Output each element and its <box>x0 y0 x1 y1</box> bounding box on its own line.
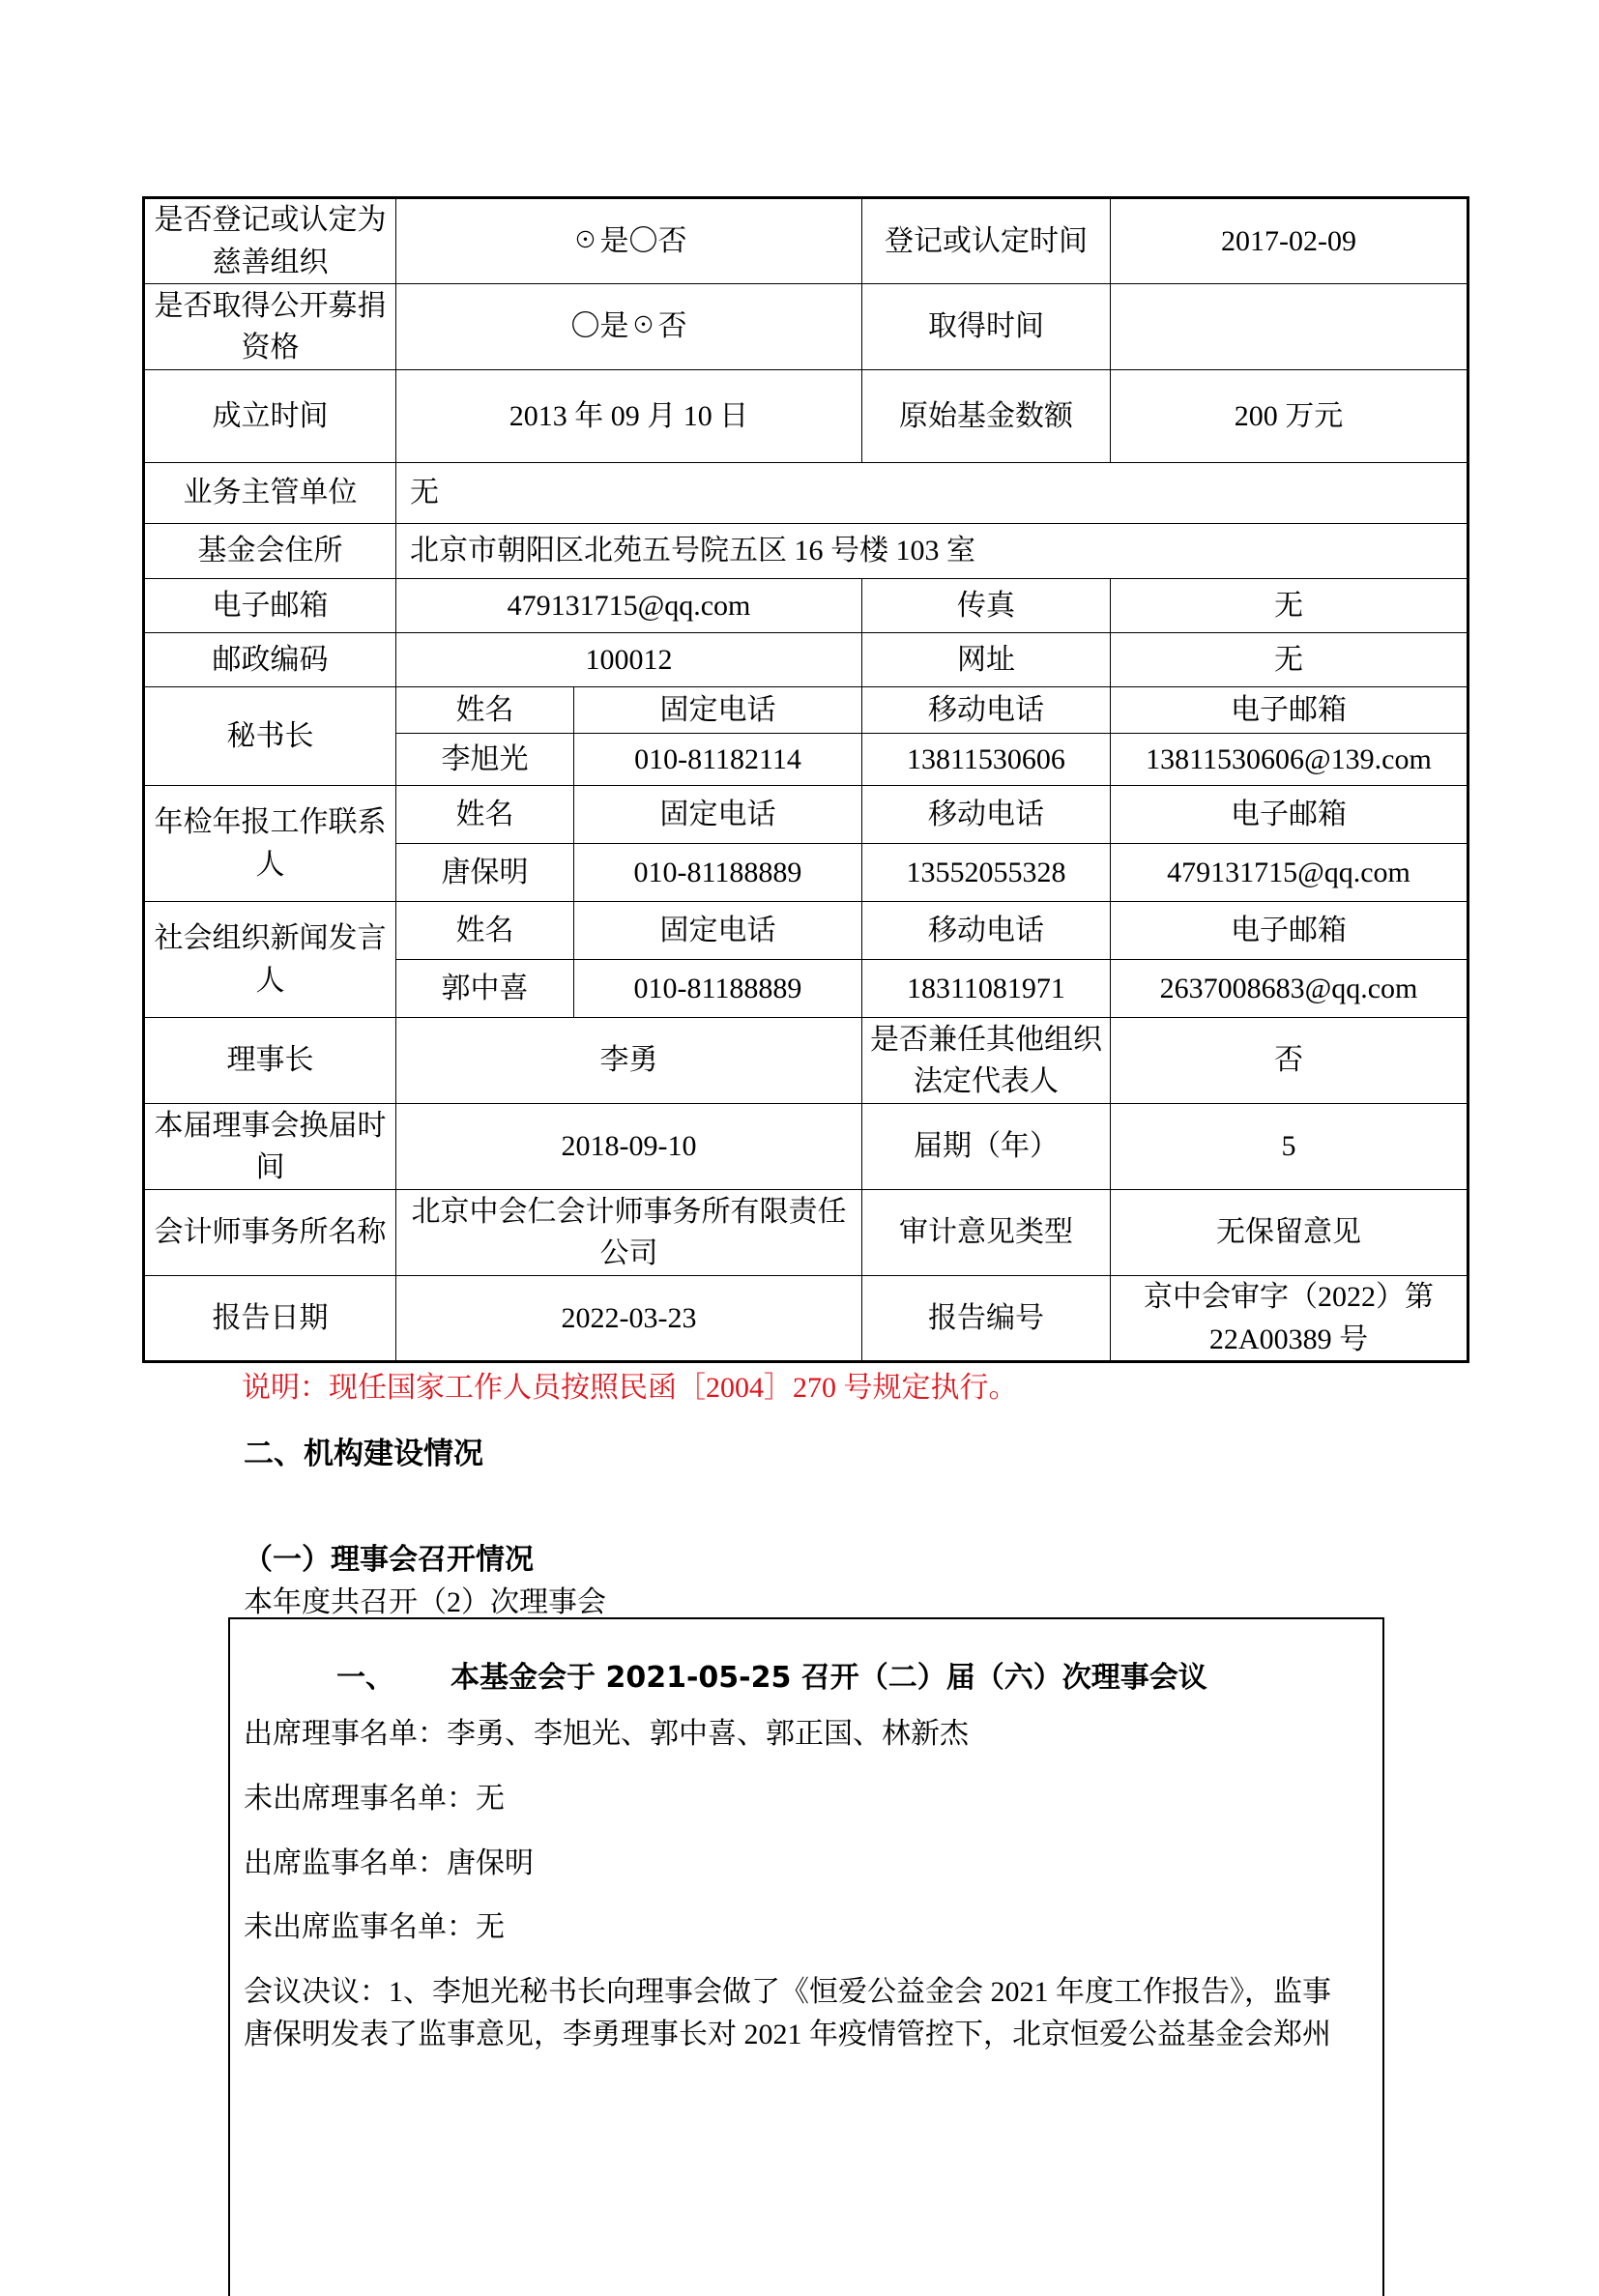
spokesman-email: 2637008683@qq.com <box>1111 960 1468 1018</box>
chairman-value: 李勇 <box>396 1018 862 1104</box>
address-label: 基金会住所 <box>144 524 396 579</box>
charity-label: 是否登记或认定为慈善组织 <box>144 198 396 284</box>
basic-info-table <box>142 196 1469 1363</box>
charity-date-label: 登记或认定时间 <box>862 198 1111 284</box>
term-value: 5 <box>1111 1104 1468 1190</box>
email-label: 电子邮箱 <box>144 579 396 633</box>
col-phone: 固定电话 <box>574 786 862 844</box>
note-text: 说明：现任国家工作人员按照民函［2004］270 号规定执行。 <box>242 1372 1018 1404</box>
accounting-label: 会计师事务所名称 <box>144 1190 396 1276</box>
report-no-label: 报告编号 <box>862 1276 1111 1362</box>
fundraise-label: 是否取得公开募捐资格 <box>144 284 396 370</box>
fundraise-date <box>1111 284 1468 370</box>
contact-email: 479131715@qq.com <box>1111 844 1468 902</box>
absent-supervisors: 未出席监事名单：无 <box>244 1911 505 1943</box>
secretary-mobile: 13811530606 <box>862 734 1111 786</box>
term-change-label: 本届理事会换届时间 <box>144 1104 396 1190</box>
contact-name: 唐保明 <box>396 844 574 902</box>
col-mobile: 移动电话 <box>862 902 1111 960</box>
attend-directors: 出席理事名单：李勇、李旭光、郭中喜、郭正国、林新杰 <box>244 1718 969 1750</box>
meetings-count: 本年度共召开（2）次理事会 <box>244 1586 606 1618</box>
resolution-line-2: 唐保明发表了监事意见，李勇理事长对 2021 年疫情管控下，北京恒爱公益基金会郑州 <box>244 2019 1331 2050</box>
contact-phone: 010-81188889 <box>574 844 862 902</box>
report-date-value: 2022-03-23 <box>396 1276 862 1362</box>
fund-value: 200 万元 <box>1111 370 1468 463</box>
accounting-value: 北京中会仁会计师事务所有限责任公司 <box>396 1190 862 1276</box>
fundraise-date-label: 取得时间 <box>862 284 1111 370</box>
col-name: 姓名 <box>396 687 574 734</box>
term-change-value: 2018-09-10 <box>396 1104 862 1190</box>
contact-mobile: 13552055328 <box>862 844 1111 902</box>
attend-supervisors: 出席监事名单：唐保明 <box>244 1847 534 1879</box>
fundraise-value: 〇是☉否 <box>396 284 862 370</box>
secretary-label: 秘书长 <box>144 687 396 786</box>
audit-label: 审计意见类型 <box>862 1190 1111 1276</box>
meeting-title: 本基金会于 2021-05-25 召开（二）届（六）次理事会议 <box>451 1661 1207 1695</box>
secretary-phone: 010-81182114 <box>574 734 862 786</box>
legal-rep-label: 是否兼任其他组织法定代表人 <box>862 1018 1111 1104</box>
absent-directors: 未出席理事名单：无 <box>244 1783 505 1815</box>
email-value: 479131715@qq.com <box>396 579 862 633</box>
supervisor-value: 无 <box>396 463 1468 524</box>
website-value: 无 <box>1111 633 1468 687</box>
subsection-title: （一）理事会召开情况 <box>244 1543 534 1577</box>
spokesman-phone: 010-81188889 <box>574 960 862 1018</box>
col-mobile: 移动电话 <box>862 687 1111 734</box>
report-no-value: 京中会审字（2022）第 22A00389 号 <box>1111 1276 1468 1362</box>
col-email: 电子邮箱 <box>1111 902 1468 960</box>
resolution-line-1: 会议决议：1、李旭光秘书长向理事会做了《恒爱公益金会 2021 年度工作报告》，监事 <box>244 1976 1331 2008</box>
col-phone: 固定电话 <box>574 902 862 960</box>
spokesman-name: 郭中喜 <box>396 960 574 1018</box>
col-name: 姓名 <box>396 902 574 960</box>
charity-date: 2017-02-09 <box>1111 198 1468 284</box>
secretary-email: 13811530606@139.com <box>1111 734 1468 786</box>
fund-label: 原始基金数额 <box>862 370 1111 463</box>
fax-label: 传真 <box>862 579 1111 633</box>
postcode-value: 100012 <box>396 633 862 687</box>
col-phone: 固定电话 <box>574 687 862 734</box>
contact-label: 年检年报工作联系人 <box>144 786 396 902</box>
supervisor-label: 业务主管单位 <box>144 463 396 524</box>
audit-value: 无保留意见 <box>1111 1190 1468 1276</box>
col-name: 姓名 <box>396 786 574 844</box>
chairman-label: 理事长 <box>144 1018 396 1104</box>
col-email: 电子邮箱 <box>1111 687 1468 734</box>
col-mobile: 移动电话 <box>862 786 1111 844</box>
charity-value: ☉是〇否 <box>396 198 862 284</box>
term-label: 届期（年） <box>862 1104 1111 1190</box>
founded-label: 成立时间 <box>144 370 396 463</box>
fax-value: 无 <box>1111 579 1468 633</box>
spokesman-label: 社会组织新闻发言人 <box>144 902 396 1018</box>
col-email: 电子邮箱 <box>1111 786 1468 844</box>
website-label: 网址 <box>862 633 1111 687</box>
report-date-label: 报告日期 <box>144 1276 396 1362</box>
meeting-number: 一、 <box>336 1661 394 1695</box>
legal-rep-value: 否 <box>1111 1018 1468 1104</box>
spokesman-mobile: 18311081971 <box>862 960 1111 1018</box>
address-value: 北京市朝阳区北苑五号院五区 16 号楼 103 室 <box>396 524 1468 579</box>
secretary-name: 李旭光 <box>396 734 574 786</box>
postcode-label: 邮政编码 <box>144 633 396 687</box>
founded-value: 2013 年 09 月 10 日 <box>396 370 862 463</box>
section-title: 二、机构建设情况 <box>244 1437 483 1471</box>
